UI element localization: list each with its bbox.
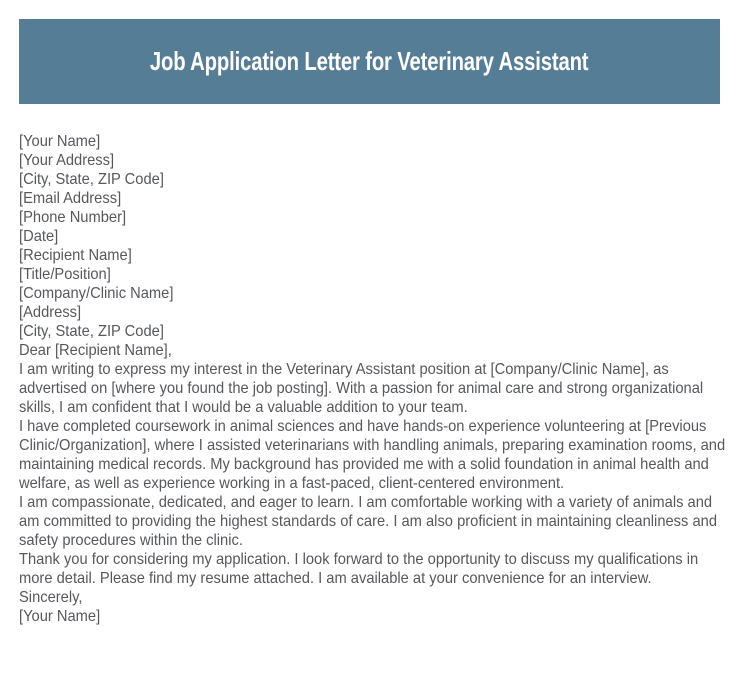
- header-banner: [19, 19, 720, 104]
- letter-paragraph: I am compassionate, dedicated, and eager to learn. I am comfortable working with a variety of animals and am committed to providing the highest standards of care. I am also proficient in maintaining cleanliness and safety procedures within the clinic.: [19, 494, 717, 549]
- signature-name: [Your Name]: [19, 608, 101, 625]
- salutation: Dear [Recipient Name],: [19, 342, 172, 359]
- address-line: [Your Name]: [19, 133, 101, 150]
- address-line: [Company/Clinic Name]: [19, 285, 174, 302]
- address-line: [Address]: [19, 304, 82, 321]
- address-line: [City, State, ZIP Code]: [19, 323, 164, 340]
- letter-paragraph: I have completed coursework in animal sciences and have hands-on experience volunteering at [Previous Clinic/Organization], where I assisted veterinarians with handling animals, preparing examination rooms, and maintaining medical records. My background has provided me with a solid foundation in animal health and welfare, as well as experience working in a fast-paced, client-centered environment.: [19, 418, 726, 492]
- address-line: [Your Address]: [19, 152, 115, 169]
- address-line: [Title/Position]: [19, 266, 111, 283]
- letter-paragraph: I am writing to express my interest in the Veterinary Assistant position at [Company/Clinic Name], as advertised on [where you found the job posting]. With a passion for animal care and strong organizational skills, I am confident that I would be a valuable addition to your team.: [19, 361, 704, 416]
- address-line: [Recipient Name]: [19, 247, 132, 264]
- closing: Sincerely,: [19, 589, 83, 606]
- address-line: [City, State, ZIP Code]: [19, 171, 164, 188]
- page-title: Job Application Letter for Veterinary Assistant: [150, 46, 589, 76]
- address-line: [Phone Number]: [19, 209, 127, 226]
- letter-paragraph: Thank you for considering my application. I look forward to the opportunity to discuss my qualifications in more detail. Please find my resume attached. I am available at your convenience for an interview.: [19, 551, 699, 587]
- letter-body: [19, 132, 727, 626]
- address-line: [Date]: [19, 228, 59, 245]
- address-line: [Email Address]: [19, 190, 122, 207]
